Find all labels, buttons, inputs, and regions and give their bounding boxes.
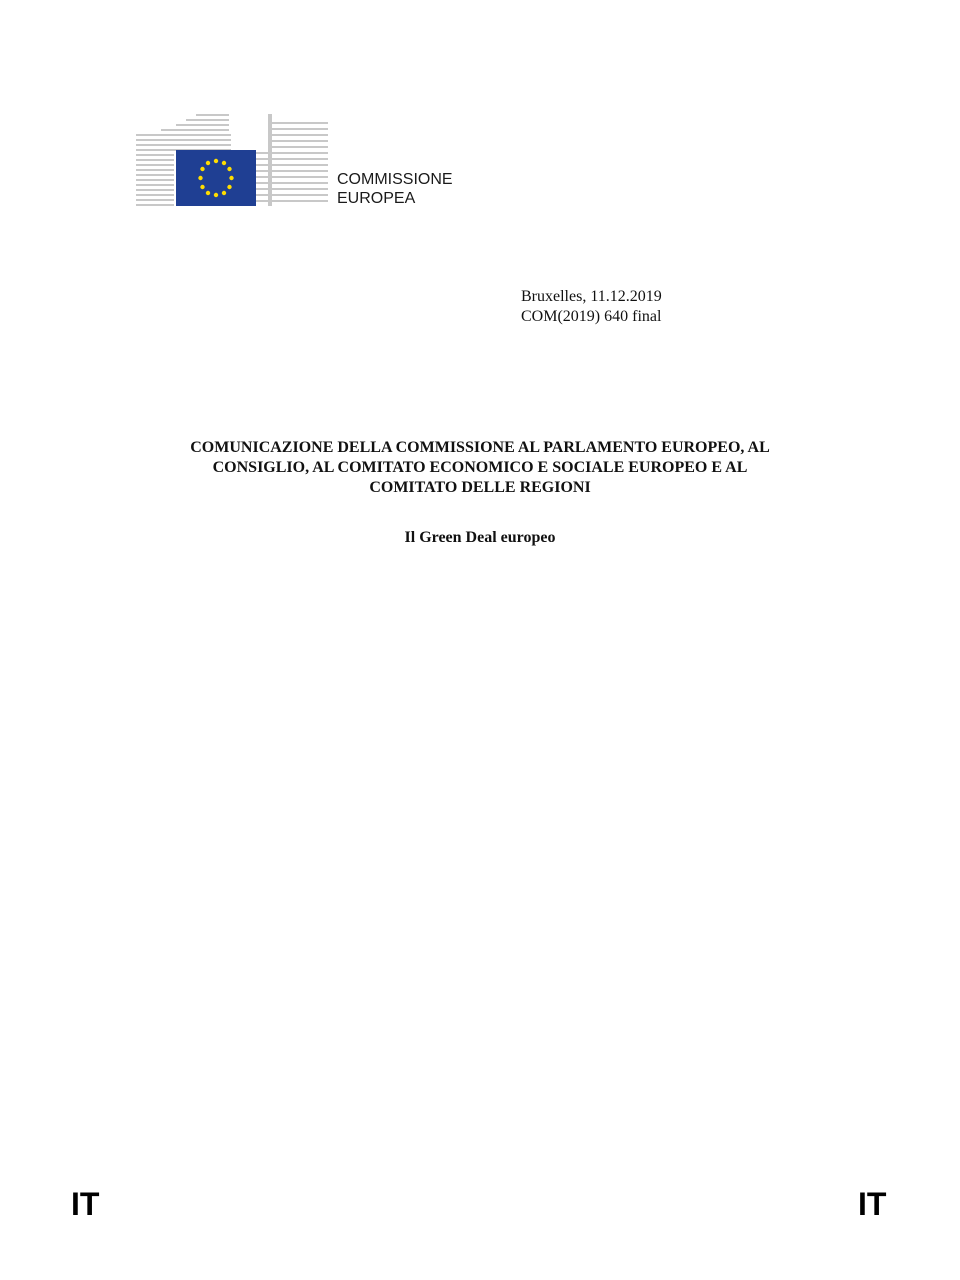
document-reference: COM(2019) 640 final	[521, 308, 662, 325]
document-subtitle: Il Green Deal europeo	[404, 529, 556, 546]
org-name-line1: COMMISSIONE	[337, 171, 453, 188]
org-name	[337, 170, 453, 208]
document-title	[130, 438, 830, 498]
eu-commission-logo-icon	[136, 112, 336, 212]
document-meta	[521, 287, 662, 327]
title-line-2: CONSIGLIO, AL COMITATO ECONOMICO E SOCIALE EUROPEO E AL	[212, 459, 748, 476]
eu-commission-logo	[136, 112, 476, 212]
title-line-3: COMITATO DELLE REGIONI	[369, 479, 591, 496]
place-date: Bruxelles, 11.12.2019	[521, 288, 662, 305]
title-line-1: COMUNICAZIONE DELLA COMMISSIONE AL PARLAMENTO EUROPEO, AL	[190, 439, 770, 456]
org-name-line2: EUROPEA	[337, 190, 416, 207]
language-code-left: IT	[71, 1186, 100, 1222]
language-code-right: IT	[858, 1186, 887, 1222]
eu-flag-icon	[176, 150, 256, 206]
